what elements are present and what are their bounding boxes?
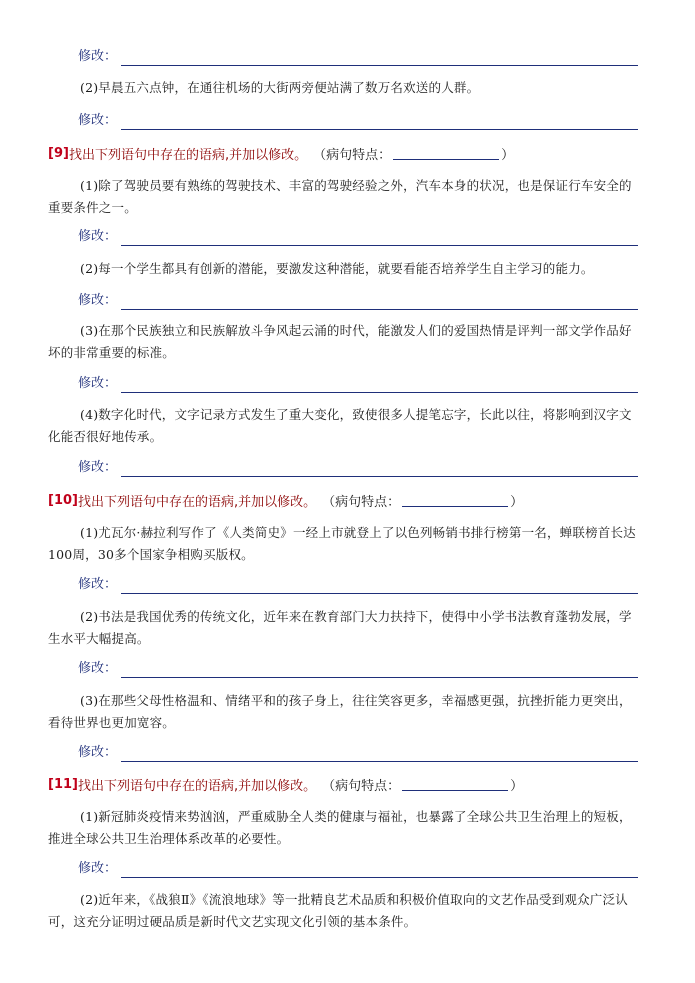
fix-line-row — [78, 224, 638, 246]
section-instruction: 找出下列语句中存在的语病,并加以修改。 — [68, 147, 308, 163]
fix-label: 修改： — [78, 229, 118, 244]
answer-line[interactable] — [121, 64, 638, 66]
question-text: (1)尤瓦尔·赫拉利写作了《人类简史》一经上市就登上了以色列畅销书排行榜第一名，蝉联榜首长达100周，30多个国家争相购买版权。 — [48, 525, 636, 562]
feature-close: ） — [501, 147, 515, 163]
question-text: (3)在那些父母性格温和、情绪平和的孩子身上，往往笑容更多，幸福感更强，抗挫折能力更突出，看待世界也更加宽容。 — [48, 693, 632, 730]
section-heading — [48, 490, 648, 510]
section-instruction: 找出下列语句中存在的语病,并加以修改。 — [77, 494, 317, 510]
fix-line-row — [78, 740, 638, 762]
feature-blank[interactable] — [402, 493, 508, 507]
answer-line[interactable] — [121, 760, 638, 762]
answer-line[interactable] — [121, 676, 638, 678]
question-text: (1)新冠肺炎疫情来势汹汹，严重威胁全人类的健康与福祉，也暴露了全球公共卫生治理上的短板，推进全球公共卫生治理体系改革的必要性。 — [48, 809, 632, 846]
question-text: (2)书法是我国优秀的传统文化，近年来在教育部门大力扶持下，使得中小学书法教育蓬勃发展，学生水平大幅提高。 — [48, 609, 632, 646]
fix-label: 修改： — [78, 293, 118, 308]
feature-close: ） — [510, 494, 524, 510]
fix-line-row — [78, 44, 638, 66]
section-heading — [48, 774, 648, 794]
answer-line[interactable] — [121, 876, 638, 878]
fix-label: 修改： — [78, 745, 118, 760]
feature-close: ） — [510, 778, 524, 794]
fix-line-row — [78, 656, 638, 678]
question-text: (1)除了驾驶员要有熟练的驾驶技术、丰富的驾驶经验之外，汽车本身的状况，也是保证行车安全的重要条件之一。 — [48, 178, 632, 215]
feature-open: （病句特点： — [322, 778, 401, 794]
answer-line[interactable] — [121, 475, 638, 477]
fix-line-row — [78, 288, 638, 310]
answer-line[interactable] — [121, 244, 638, 246]
fix-line-row — [78, 572, 638, 594]
fix-label: 修改： — [78, 376, 118, 391]
fix-line-row — [78, 371, 638, 393]
question-text: (3)在那个民族独立和民族解放斗争风起云涌的时代，能激发人们的爱国热情是评判一部文学作品好坏的非常重要的标准。 — [48, 323, 632, 360]
feature-blank[interactable] — [402, 777, 508, 791]
section-number: [10] — [48, 492, 78, 508]
fix-label: 修改： — [78, 113, 118, 128]
fix-line-row — [78, 455, 638, 477]
feature-open: （病句特点： — [313, 147, 392, 163]
question-text: (2)早晨五六点钟，在通往机场的大街两旁便站满了数万名欢送的人群。 — [80, 80, 480, 95]
feature-blank[interactable] — [393, 146, 499, 160]
fix-label: 修改： — [78, 577, 118, 592]
section-number: [11] — [48, 776, 78, 792]
section-number: [9] — [48, 145, 69, 161]
fix-label: 修改： — [78, 49, 118, 64]
question-text: (2)近年来，《战狼Ⅱ》《流浪地球》等一批精良艺术品质和积极价值取向的文艺作品受到观众广泛认可，这充分证明过硬品质是新时代文艺实现文化引领的基本条件。 — [48, 892, 628, 929]
fix-label: 修改： — [78, 460, 118, 475]
answer-line[interactable] — [121, 391, 638, 393]
answer-line[interactable] — [121, 592, 638, 594]
feature-open: （病句特点： — [322, 494, 401, 510]
fix-label: 修改： — [78, 661, 118, 676]
section-heading — [48, 143, 648, 163]
fix-label: 修改： — [78, 861, 118, 876]
section-instruction: 找出下列语句中存在的语病,并加以修改。 — [77, 778, 317, 794]
question-text: (4)数字化时代，文字记录方式发生了重大变化，致使很多人提笔忘字，长此以往，将影响到汉字文化能否很好地传承。 — [48, 407, 632, 444]
question-text: (2)每一个学生都具有创新的潜能，要激发这种潜能，就要看能否培养学生自主学习的能力。 — [80, 261, 594, 276]
answer-line[interactable] — [121, 128, 638, 130]
answer-line[interactable] — [121, 308, 638, 310]
fix-line-row — [78, 108, 638, 130]
fix-line-row — [78, 856, 638, 878]
